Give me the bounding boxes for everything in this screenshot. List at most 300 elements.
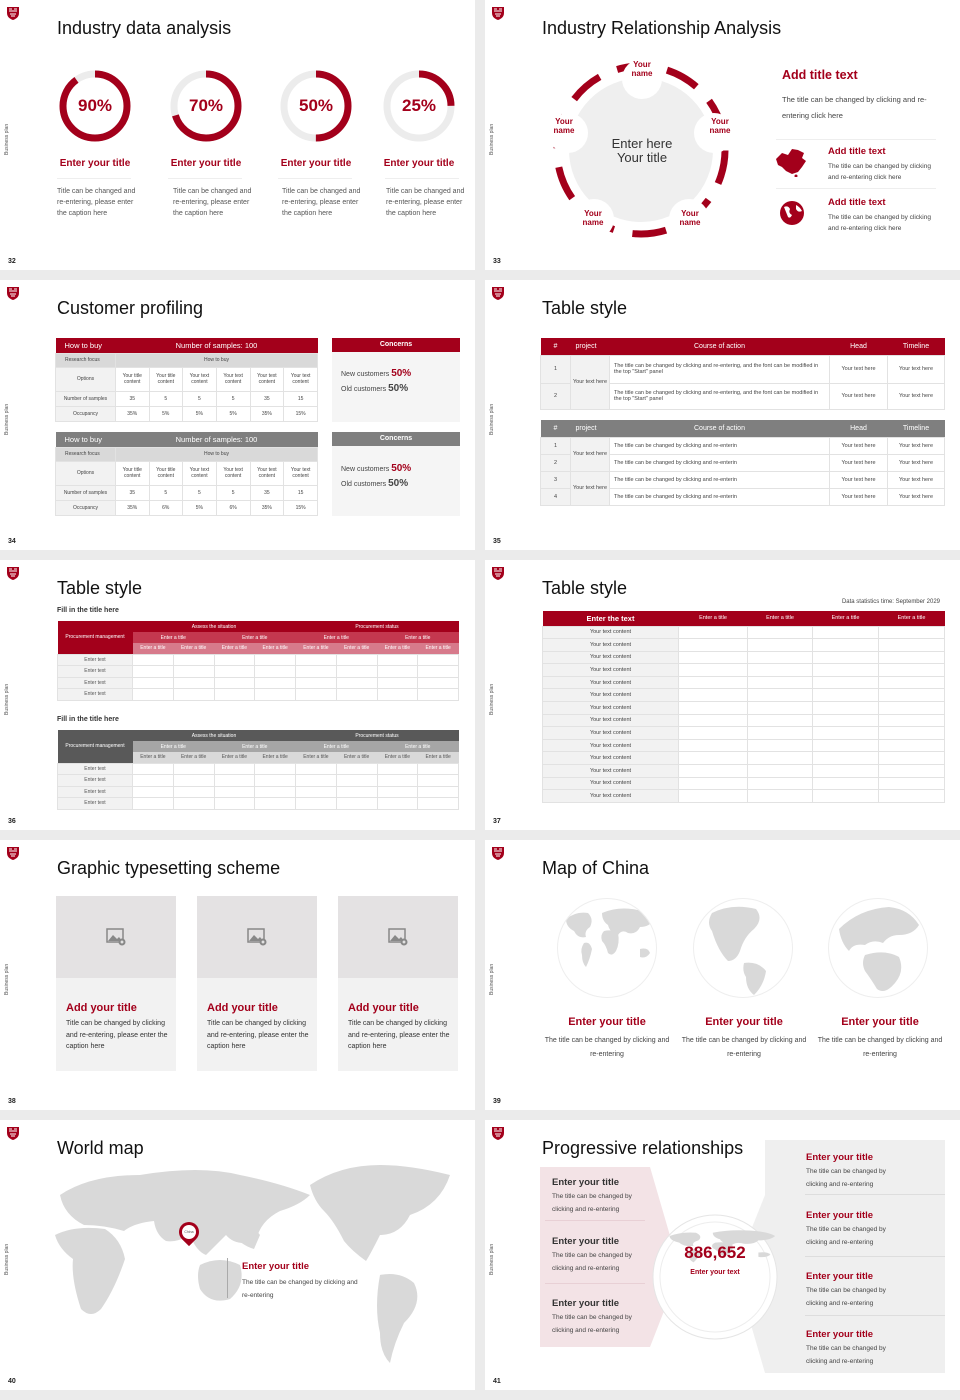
cell [813,727,879,740]
cell: 35 [116,485,150,500]
cell [813,702,879,715]
cell [879,777,945,790]
head-cell: Your text here [830,488,888,505]
content-table [542,611,945,803]
cell [813,689,879,702]
table-row [543,626,945,639]
cell: Your text content [216,461,250,485]
slide-title: Industry data analysis [57,18,232,38]
item-title: Enter your title [383,158,455,169]
row-label: Number of samples [56,485,116,500]
leaf-header: Enter a title [262,645,288,652]
cell [748,790,813,803]
slide-32[interactable] [0,0,475,270]
item-desc: The title can be changed by clicking and re-entering click here [828,163,931,181]
cell [748,664,813,677]
new-customers [341,368,411,379]
concerns-title: Concerns [332,432,460,446]
row-label: Enter text [58,763,133,775]
slide-title: Graphic typesetting scheme [57,858,281,878]
center-line-2: Your title [616,150,668,165]
cell: Your text content [183,367,217,391]
center-value: 886,652 [684,1243,746,1262]
left-title: Enter your title [552,1177,620,1188]
node-label: Your name [709,117,731,135]
image-placeholder[interactable] [197,896,317,978]
cell: 35% [250,500,284,515]
cell: Your text content [284,461,318,485]
cell: Your text content [250,461,284,485]
cell: Your title content [116,461,150,485]
table-row [543,765,945,778]
right-title: Enter your title [806,1152,874,1163]
new-label: New customers [341,371,390,378]
cell [813,752,879,765]
cell [879,739,945,752]
sub-header: Enter a title [160,634,186,641]
card-title: Add your title [348,1002,419,1014]
row-label: Number of samples [56,391,116,406]
cell [748,702,813,715]
side-label: Business plan [489,403,495,435]
timeline-cell: Your text here [888,355,945,383]
callout-desc: The title can be changed by clicking and re-entering [242,1279,358,1299]
leaf-header: Enter a title [303,754,329,761]
add-image-icon [247,928,267,946]
table-row [543,727,945,740]
table-caption: Fill in the title here [57,607,119,614]
cell: 5 [216,391,250,406]
col-header: Head [850,424,867,432]
item-desc: The title can be changed by clicking and re-entering [681,1037,807,1058]
table-row [543,752,945,765]
side-label: Business plan [489,123,495,155]
crest-logo [6,566,20,580]
leaf-header: Enter a title [425,754,451,761]
head-cell: Your text here [830,454,888,471]
percent-label: 90% [77,96,113,115]
timeline-cell: Your text here [888,437,945,454]
row-label: Your text content [543,676,679,689]
cell: 5% [149,406,183,421]
item-title: Enter your title [705,1016,783,1028]
cell [679,676,748,689]
card-title: Add your title [207,1002,278,1014]
project-cell: Your text here [571,437,610,471]
globe-americas [693,898,793,998]
slide-title: World map [57,1138,144,1158]
page-number: 40 [8,1378,16,1385]
group-header: Procurement status [355,732,399,739]
cell [679,752,748,765]
page-number: 34 [8,538,16,545]
item-title: Enter your title [280,158,352,169]
cell [748,739,813,752]
slide-title: Progressive relationships [542,1138,744,1158]
cell: 6% [149,500,183,515]
action-cell: The title can be changed by clicking and re-enterin [610,437,830,454]
page-number: 37 [493,818,501,825]
row-label: Enter text [58,677,133,689]
table-caption: Fill in the title here [57,716,119,723]
cell: Your text content [183,461,217,485]
cell: 5 [216,485,250,500]
row-label: Your text content [543,790,679,803]
cell [813,739,879,752]
globe-europe-north [828,898,928,998]
side-label: Business plan [4,123,10,155]
leaf-header: Enter a title [140,754,166,761]
stat-time: Data statistics time: September 2029 [841,599,940,605]
slide-title: Table style [542,578,628,598]
page-number: 38 [8,1098,16,1105]
left-title: Enter your title [552,1298,620,1309]
group-header: Procurement status [355,623,399,630]
row-number: 3 [541,471,571,488]
item-title: Add title text [828,146,886,157]
cell [879,702,945,715]
row-label: Your text content [543,765,679,778]
item-desc: Title can be changed and re-entering, please enter the caption here [57,188,136,217]
cell [879,626,945,639]
old-value: 50% [388,478,409,489]
side-label: Business plan [489,1243,495,1275]
col-header: Enter the text [586,613,635,623]
node-label: Your name [553,117,575,135]
cell [748,727,813,740]
col-header: project [575,342,597,350]
cell [679,689,748,702]
node-label: Your name [582,209,604,227]
table-head-left: How to buy [64,434,103,444]
cell: 35% [250,406,284,421]
cell [813,626,879,639]
col-header: Course of action [694,424,745,432]
slide-title: Map of China [542,858,650,878]
cell: 6% [216,500,250,515]
cell: 5 [149,391,183,406]
callout-title: Enter your title [242,1261,310,1272]
globe-europe-africa [557,898,657,998]
node-label: Your name [679,209,701,227]
cell [679,727,748,740]
cell [813,676,879,689]
image-placeholder[interactable] [338,896,458,978]
side-label: Business plan [4,963,10,995]
cell [748,626,813,639]
timeline-cell: Your text here [888,383,945,409]
cell: 5% [216,406,250,421]
cell [879,765,945,778]
crest-logo [491,1126,505,1140]
old-label: Old customers [341,386,387,393]
cell: 15% [284,406,318,421]
divider [545,1283,645,1284]
sub-header: Enter a title [242,743,268,750]
main-title: Add title text [782,68,858,82]
cell [679,702,748,715]
cell: 5 [149,485,183,500]
row-label: Enter text [58,666,133,678]
crest-logo [6,6,20,20]
cell [879,664,945,677]
cell: Your text content [284,367,318,391]
table-row [543,664,945,677]
leaf-header: Enter a title [343,645,370,652]
table-row [543,651,945,664]
profile-table-gray [55,432,318,516]
sub-header: Enter a title [323,634,349,641]
row-number: 1 [541,355,571,383]
table-row [543,714,945,727]
row-label: Occupancy [56,500,116,515]
item-desc: Title can be changed and re-entering, please enter the caption here [173,188,252,217]
cell [679,777,748,790]
new-value: 50% [391,368,412,379]
old-value: 50% [388,383,409,394]
corner-header: Procurement management [65,743,125,750]
china-map-icon [774,147,808,177]
leaf-header: Enter a title [384,645,411,652]
slide-35[interactable] [485,280,960,550]
cell: Your text content [216,367,250,391]
item-title: Enter your title [841,1016,919,1028]
procurement-table-red [57,621,459,701]
card-title: Add your title [66,1002,137,1014]
table-row [543,777,945,790]
row-label: Your text content [543,689,679,702]
sub-header: Enter a title [323,743,349,750]
head-cell: Your text here [830,471,888,488]
cell: 35% [116,500,150,515]
cell [879,727,945,740]
crest-logo [6,846,20,860]
row-label: Options [56,367,116,391]
slide-title: Customer profiling [57,298,204,318]
card [56,896,176,1071]
left-desc: The title can be changed by clicking and re-entering [552,1314,632,1334]
cell: 35 [116,391,150,406]
right-title: Enter your title [806,1210,874,1221]
right-desc: The title can be changed by clicking and re-entering [806,1287,886,1307]
cell [748,777,813,790]
card [338,896,458,1071]
world-map [50,1155,460,1365]
sub-header: Enter a title [160,743,186,750]
action-cell: The title can be changed by clicking and re-enterin [610,488,830,505]
cell: 15% [284,500,318,515]
cell [813,664,879,677]
row-label: Your text content [543,664,679,677]
row-label: Options [56,461,116,485]
concerns-box [332,338,460,422]
right-title: Enter your title [806,1329,874,1340]
left-desc: The title can be changed by clicking and re-entering [552,1252,632,1272]
row-label: Your text content [543,639,679,652]
card [197,896,317,1071]
center-line-1: Enter here [611,136,673,151]
card-desc: Title can be changed by clicking and re-entering, please enter the caption here [207,1020,309,1050]
cell: 5% [183,500,217,515]
timeline-cell: Your text here [888,454,945,471]
table-row [543,739,945,752]
cell [813,651,879,664]
col-header: Enter a title [897,615,926,622]
col-header: # [553,342,558,350]
cell [879,651,945,664]
right-title: Enter your title [806,1271,874,1282]
col-header: Timeline [902,342,930,350]
col-header: Enter a title [766,615,794,622]
divider [805,1315,945,1316]
col-header: Course of action [694,342,745,350]
sub-header: Enter a title [405,634,431,641]
divider [57,178,131,179]
cell: 5% [183,406,217,421]
cell [879,752,945,765]
cell [748,689,813,702]
cell [813,777,879,790]
divider [385,178,459,179]
slide-title: Table style [542,298,628,318]
table-row [543,639,945,652]
divider [545,1220,645,1221]
crest-logo [491,846,505,860]
head-cell: Your text here [830,437,888,454]
col-header: Head [850,342,867,350]
cell: Your title content [149,461,183,485]
slide-title: Industry Relationship Analysis [542,18,782,38]
cell [748,765,813,778]
crest-logo [491,566,505,580]
row-label: Your text content [543,702,679,715]
cell [679,626,748,639]
leaf-header: Enter a title [384,754,411,761]
page-number: 41 [493,1378,501,1385]
pin-label: China [182,1225,196,1239]
cell [679,664,748,677]
right-desc: The title can be changed by clicking and re-entering [806,1226,886,1246]
page-number: 32 [8,258,16,265]
table-row [543,790,945,803]
cell: 35 [250,485,284,500]
cell [879,676,945,689]
action-cell: The title can be changed by clicking and re-entering, and the font can be modified in the top "Start" panel [610,355,830,383]
sub-right: How to buy [116,447,318,461]
row-label: Enter text [58,689,133,701]
cell [748,651,813,664]
cell [879,714,945,727]
leaf-header: Enter a title [221,754,248,761]
side-label: Business plan [489,963,495,995]
cell [679,639,748,652]
concerns-box [332,432,460,516]
row-label: Enter text [58,786,133,798]
row-number: 2 [541,454,571,471]
row-label: Occupancy [56,406,116,421]
col-header: Enter a title [699,615,727,622]
action-cell: The title can be changed by clicking and re-enterin [610,454,830,471]
item-title: Add title text [828,197,886,208]
new-customers [341,463,411,474]
row-label: Your text content [543,752,679,765]
cell: Your text content [250,367,284,391]
item-desc: The title can be changed by clicking and re-entering [544,1037,670,1058]
side-label: Business plan [4,403,10,435]
cell [879,790,945,803]
row-number: 4 [541,488,571,505]
add-image-icon [106,928,126,946]
sub-right: How to buy [116,353,318,367]
cell [679,790,748,803]
page-number: 35 [493,538,501,545]
cell [879,689,945,702]
new-value: 50% [391,463,412,474]
left-desc: The title can be changed by clicking and re-entering [552,1193,632,1213]
cell: 15 [284,391,318,406]
cell [748,714,813,727]
row-label: Your text content [543,714,679,727]
group-header: Assess the situation [191,623,237,630]
page-number: 33 [493,258,501,265]
table-head-right: Number of samples: 100 [175,434,258,444]
leaf-header: Enter a title [343,754,370,761]
percent-label: 50% [298,96,334,115]
leaf-header: Enter a title [303,645,329,652]
group-header: Assess the situation [191,732,237,739]
side-label: Business plan [4,1243,10,1275]
image-placeholder[interactable] [56,896,176,978]
page-number: 36 [8,818,16,825]
project-cell: Your text here [571,471,610,505]
cell [813,639,879,652]
head-cell: Your text here [830,355,888,383]
cell: 35% [116,406,150,421]
page-number: 39 [493,1098,501,1105]
leaf-header: Enter a title [180,754,207,761]
row-label: Enter text [58,775,133,787]
cell: Your title content [149,367,183,391]
cell [679,765,748,778]
cell [748,752,813,765]
cell [748,639,813,652]
center-text: Enter your text [690,1269,740,1276]
col-header: Timeline [902,424,930,432]
action-table-gray [540,420,945,506]
left-title: Enter your title [552,1236,620,1247]
cell: 15 [284,485,318,500]
old-label: Old customers [341,481,387,488]
project-cell: Your text here [571,355,610,409]
cell [813,790,879,803]
col-header: # [553,424,558,432]
timeline-cell: Your text here [888,488,945,505]
action-cell: The title can be changed by clicking and re-enterin [610,471,830,488]
timeline-cell: Your text here [888,471,945,488]
cell: 5 [183,485,217,500]
crest-logo [491,6,505,20]
sub-header: Enter a title [242,634,268,641]
corner-header: Procurement management [65,634,125,641]
cell: 35 [250,391,284,406]
item-title: Enter your title [59,158,131,169]
item-title: Enter your title [568,1016,646,1028]
row-label: Your text content [543,626,679,639]
col-header: project [575,424,597,432]
divider [776,139,936,140]
procurement-table-gray [57,730,459,810]
percent-label: 70% [188,96,224,115]
